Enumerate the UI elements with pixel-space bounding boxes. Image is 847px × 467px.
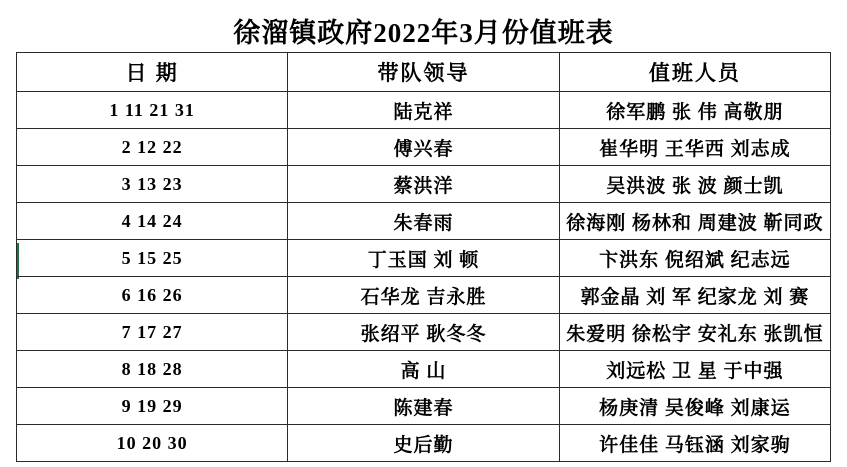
cell-date[interactable]: 1 11 21 31 (17, 92, 288, 129)
column-header-leader: 带队领导 (288, 53, 559, 92)
cell-date[interactable]: 5 15 25 (17, 240, 288, 277)
cell-leader[interactable]: 朱春雨 (288, 203, 559, 240)
sheet-right-margin (831, 0, 847, 467)
cell-staff[interactable]: 吴洪波 张 波 颜士凯 (559, 166, 830, 203)
cell-staff[interactable]: 卞洪东 倪绍斌 纪志远 (559, 240, 830, 277)
cell-leader[interactable]: 张绍平 耿冬冬 (288, 314, 559, 351)
column-header-date: 日 期 (17, 53, 288, 92)
cell-leader[interactable]: 丁玉国 刘 顿 (288, 240, 559, 277)
cell-date[interactable]: 7 17 27 (17, 314, 288, 351)
cell-staff[interactable]: 徐军鹏 张 伟 高敬朋 (559, 92, 830, 129)
table-title-row (17, 8, 831, 53)
cell-date[interactable]: 6 16 26 (17, 277, 288, 314)
table-row[interactable] (17, 92, 831, 129)
page-title: 徐溜镇政府2022年3月份值班表 (233, 17, 614, 48)
cell-staff[interactable]: 郭金晶 刘 军 纪家龙 刘 赛 (559, 277, 830, 314)
cell-date[interactable]: 8 18 28 (17, 351, 288, 388)
sheet-left-margin (0, 0, 16, 467)
cell-leader[interactable]: 傅兴春 (288, 129, 559, 166)
cell-leader[interactable]: 陈建春 (288, 388, 559, 425)
cell-leader[interactable]: 蔡洪洋 (288, 166, 559, 203)
cell-date[interactable]: 10 20 30 (17, 425, 288, 462)
cell-leader[interactable]: 石华龙 吉永胜 (288, 277, 559, 314)
table-row[interactable] (17, 277, 831, 314)
cell-staff[interactable]: 刘远松 卫 星 于中强 (559, 351, 830, 388)
cell-date[interactable]: 9 19 29 (17, 388, 288, 425)
cell-staff[interactable]: 徐海刚 杨林和 周建波 靳同政 (559, 203, 830, 240)
cell-date[interactable]: 2 12 22 (17, 129, 288, 166)
cell-date[interactable]: 3 13 23 (17, 166, 288, 203)
cell-leader[interactable]: 陆克祥 (288, 92, 559, 129)
cell-staff[interactable]: 杨庚清 吴俊峰 刘康运 (559, 388, 830, 425)
cell-staff[interactable]: 崔华明 王华西 刘志成 (559, 129, 830, 166)
table-row[interactable] (17, 166, 831, 203)
table-row[interactable] (17, 314, 831, 351)
table-row[interactable] (17, 203, 831, 240)
table-row[interactable] (17, 351, 831, 388)
column-header-staff: 值班人员 (559, 53, 830, 92)
duty-roster-table (16, 8, 831, 462)
table-row[interactable] (17, 129, 831, 166)
table-header-row (17, 53, 831, 92)
table-row[interactable] (17, 240, 831, 277)
cell-staff[interactable]: 许佳佳 马钰涵 刘家驹 (559, 425, 830, 462)
table-row[interactable] (17, 425, 831, 462)
cell-date[interactable]: 4 14 24 (17, 203, 288, 240)
cell-staff[interactable]: 朱爱明 徐松宇 安礼东 张凯恒 (559, 314, 830, 351)
cell-leader[interactable]: 史后勤 (288, 425, 559, 462)
cell-leader[interactable]: 高 山 (288, 351, 559, 388)
table-row[interactable] (17, 388, 831, 425)
